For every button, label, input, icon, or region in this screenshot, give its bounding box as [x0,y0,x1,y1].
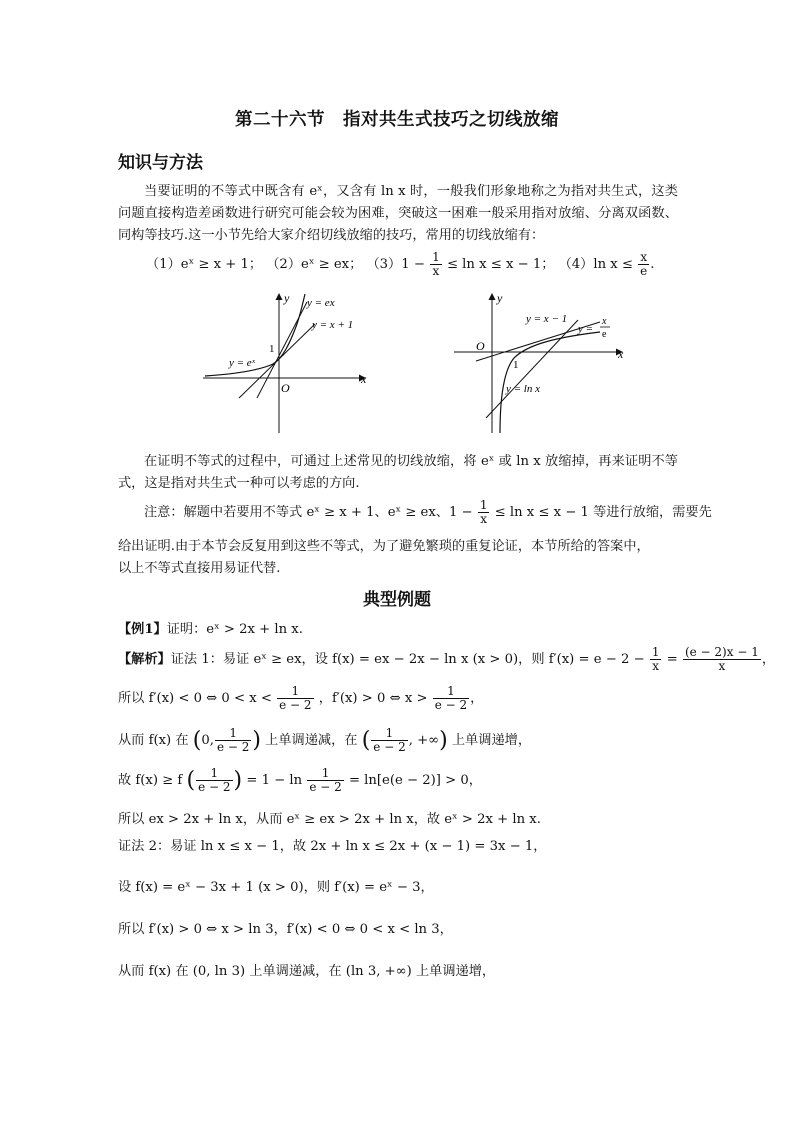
note-line-2: 给出证明.由于本节会反复用到这些不等式，为了避免繁琐的重复论证，本节所给的答案中， [118,539,650,554]
section-heading-knowledge: 知识与方法 [118,153,203,173]
example-label: 【例1】 [118,622,167,637]
solution-line-8: 所以 f′(x) > 0 ⇔ x > ln 3，f′(x) < 0 ⇔ 0 < x < ln 3， [118,922,453,937]
label-y-x-plus-1: y = x + 1 [312,319,354,331]
label-y-ln: y = ln x [506,383,540,395]
label-y-x-over-e: y = [578,323,594,335]
label-x-over-e-num: x [602,316,607,327]
solution-line-7: 设 f(x) = eˣ − 3x + 1 (x > 0)，则 f′(x) = eˣ − 3， [118,880,434,895]
label-y-ex: y = ex [307,297,335,309]
fraction-x-over-e: $\frac{x}{e}$ [640,250,648,278]
section-heading-examples: 典型例题 [363,590,431,610]
graph-log-tangents [450,288,640,438]
graph1-y-label: y [284,291,290,305]
inequality-4-pre: （4）ln x ≤ [558,257,633,272]
example-1 [118,618,303,637]
graph1-x-label: x [361,372,367,386]
solution-line-6: 证法 2：易证 ln x ≤ x − 1，故 2x + ln x ≤ 2x + (x − 1) = 3x − 1， [118,839,547,854]
inequality-2: （2）eˣ ≥ ex； [266,257,363,272]
inequality-3-pre: （3）1 − [366,257,425,272]
note-line-1: 注意：解题中若要用不等式 eˣ ≥ x + 1、eˣ ≥ ex、1 − $\frac{1}{x}$ ≤ ln x ≤ x − 1 等进行放缩，需要先 [144,498,712,526]
solution-line-3: 从而 f(x) 在 (0, $\frac{1}{e - 2}$ ) 上单调递减，在 ( $\frac{1}{e - 2}$ , +∞) 上单调递增， [118,726,532,754]
graph-exponential-tangents [195,288,385,438]
label-y-x-minus-1: y = x − 1 [526,313,568,325]
solution-line-2: 所以 f′(x) < 0 ⇔ 0 < x < $\frac{1}{e - 2}$ ，f′(x) > 0 ⇔ x > $\frac{1}{e - 2}$ ， [118,684,484,712]
fraction-1-over-x: $\frac{1}{x}$ [432,250,440,278]
inequality-1: （1）eˣ ≥ x + 1； [146,257,263,272]
graph2-y-label: y [497,291,503,305]
example-text: 证明：eˣ > 2x + ln x. [166,622,303,637]
solution-line-1: 【解析】证法 1：易证 eˣ ≥ ex，设 f(x) = ex − 2x − ln x (x > 0)，则 f′(x) = e − 2 − $\frac{1}{x}$ = $\frac{(e - 2)x - 1}{x}$ ， [118,645,776,673]
solution-line-9: 从而 f(x) 在 (0, ln 3) 上单调递减，在 (ln 3, +∞) 上单调递增， [118,964,496,979]
inequality-3-post: ≤ ln x ≤ x − 1； [446,257,555,272]
label-y-exp: y = eˣ [229,357,255,369]
line-x-minus-1 [486,320,578,418]
solution-line-5: 所以 ex > 2x + ln x，从而 eˣ ≥ ex > 2x + ln x，故 eˣ > 2x + ln x. [118,812,541,827]
solution-line-4: 故 f(x) ≥ f ( $\frac{1}{e - 2}$ ) = 1 − ln $\frac{1}{e - 2}$ = ln[e(e − 2)] > 0， [118,766,482,794]
inequality-list: （1）eˣ ≥ x + 1； （2）eˣ ≥ ex； （3）1 − $\frac{1}{x}$ ≤ ln x ≤ x − 1； （4）ln x ≤ $\frac{x}{e}$ . [146,250,655,278]
graph2-x-label: x [618,347,624,361]
page-title: 第二十六节 指对共生式技巧之切线放缩 [235,110,559,130]
graph1-origin: O [281,381,290,395]
graph2-origin: O [476,339,485,353]
graph2-one: 1 [513,359,519,371]
intro-paragraph: 当要证明的不等式中既含有 eˣ，又含有 ln x 时，一般我们形象地称之为指对共生式，这类问题直接构造差函数进行研究可能会较为困难，突破这一困难一般采用指对放缩、分离双函数、同构等技巧.这一小节先给大家介绍切线放缩的技巧，常用的切线放缩有： [118,184,678,243]
label-x-over-e-den: e [602,329,607,340]
graph1-one: 1 [269,343,275,355]
paragraph-tangent-strategy: 在证明不等式的过程中，可通过上述常见的切线放缩，将 eˣ 或 ln x 放缩掉，再来证明不等式，这是指对共生式一种可以考虑的方向. [118,454,678,491]
note-line-3: 以上不等式直接用易证代替. [118,561,281,576]
